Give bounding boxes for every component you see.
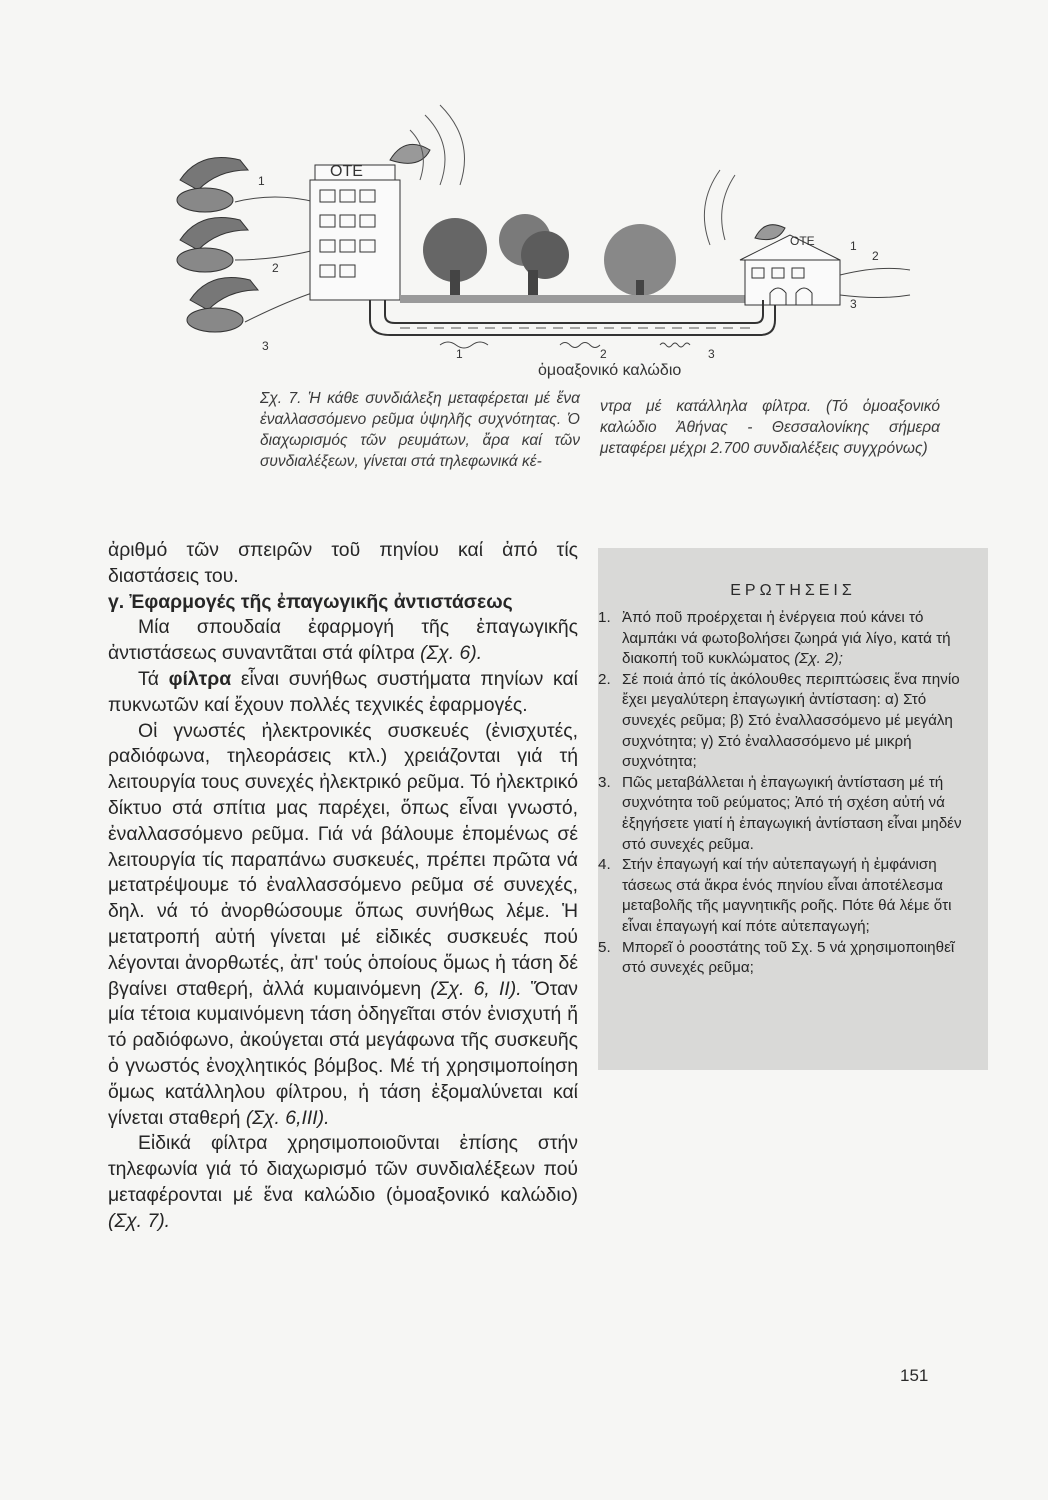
- tree-icon: [423, 218, 487, 300]
- body-text: [108, 538, 578, 1235]
- figure-caption-right: ντρα μέ κατάλληλα φίλτρα. (Τό ὁμοαξονικό καλώδιο Ἀθήνας - Θεσσαλονίκης σήμερα μεταφέρει μέχρι 2.700 συνδιαλέξεις συγχρόνως): [600, 398, 940, 457]
- paragraph: Μία σπουδαία ἐφαρμογή τῆς ἐπαγωγικῆς ἀντιστάσεως συναντᾶται στά φίλτρα (Σχ. 6).: [108, 616, 578, 665]
- building-right-label: OTE: [790, 234, 815, 248]
- cable-number-label: 2: [600, 347, 607, 361]
- paragraph: ἀριθμό τῶν σπειρῶν τοῦ πηνίου καί ἀπό τίς διαστάσεις του.: [108, 539, 578, 587]
- question-item: 5. Μπορεῖ ὁ ροοστάτης τοῦ Σχ. 5 νά χρησιμοποιηθεῖ στό συνεχές ρεῦμα;: [598, 938, 955, 977]
- right-number-label: 2: [872, 249, 879, 263]
- telephone-exchange-building: [704, 170, 840, 305]
- question-item: 4. Στήν ἐπαγωγή καί τήν αὐτεπαγωγή ἡ ἐμφάνιση τάσεως στά ἄκρα ἑνός πηνίου εἶναι ἀποτέλεσμα μεταβολῆς τῆς μαγνητικῆς ροῆς. Πότε θά λέμε ὅτι εἶναι ἐπαγωγή καί πότε αὐτεπαγωγή;: [598, 856, 952, 935]
- question-item: 1. Ἀπό ποῦ προέρχεται ἡ ἐνέργεια πού κάνει τό λαμπάκι νά φωτοβολήσει ζωηρά γιά λίγο, κατά τή διακοπή τοῦ κυκλώματος (Σχ. 2);: [598, 609, 951, 668]
- paragraph: Τά φίλτρα εἶναι συνήθως συστήματα πηνίων καί πυκνωτῶν καί ἔχουν πολλές τεχνικές ἐφαρμογές.: [108, 667, 578, 716]
- figure-caption-left: Σχ. 7. Ἡ κάθε συνδιάλεξη μεταφέρεται μέ ἕνα ἐναλλασσόμενο ρεῦμα ὑψηλῆς συχνότητας. Ὁ διαχωρισμός τῶν ρευμάτων, ἄρα καί τῶν συνδιαλέξεων, γίνεται στά τηλεφωνικά κέ-: [260, 390, 580, 470]
- telephone-coaxial-figure: [160, 90, 920, 390]
- phone-number-label: 2: [272, 261, 279, 275]
- right-number-label: 3: [850, 297, 857, 311]
- paragraph: Οἱ γνωστές ἠλεκτρονικές συσκευές (ἐνισχυτές, ραδιόφωνα, τηλεοράσεις κτλ.) χρειάζονται γιά τή λειτουργία τους συνεχές ἠλεκτρικό ρεῦμα. Τό ἠλεκτρικό δίκτυο στά σπίτια μας παρέχει, ὅπως εἶναι γνωστό, ἐναλλασσόμενο ρεῦμα. Γιά νά βάλουμε ἑπομένως σέ λειτουργία τίς παραπάνω συσκευές, πρέπει πρῶτα νά μετατρέψουμε τό ἐναλλασσόμενο ρεῦμα σέ συνεχές, δηλ. νά τό ἀνορθώσουμε ὅπως συνήθως λέμε. Ἡ μετατροπή αὐτή γίνεται μέ εἰδικές συσκευές πού λέγονται ἀνορθωτές, ἀπ' τούς ὁποίους ὅμως ἡ τάση δέ βγαίνει σταθερή, ἀλλά κυμαινόμενη (Σχ. 6, II). Ὅταν μία τέτοια κυμαινόμενη τάση ὁδηγεῖται στόν ἐνισχυτή ἤ τό ραδιόφωνο, ἀκούγεται στά μεγάφωνα τῆς συσκευῆς ὁ γνωστός ἐνοχλητικός βόμβος. Μέ τή χρησιμοποίηση ὅμως κατάλληλου φίλτρου, ἡ τάση ἐξομαλύνεται καί γίνεται σταθερή (Σχ. 6,III).: [108, 719, 579, 1129]
- coaxial-cable: [370, 300, 775, 335]
- page-number: 151: [900, 1366, 929, 1385]
- section-heading: γ. Ἐφαρμογές τῆς ἐπαγωγικῆς ἀντιστάσεως: [108, 590, 513, 613]
- phone-number-label: 1: [258, 174, 265, 188]
- cable-number-label: 1: [456, 347, 463, 361]
- cable-number-label: 3: [708, 347, 715, 361]
- cable-label: ὁμοαξονικό καλώδιο: [538, 362, 682, 379]
- question-item: 3. Πῶς μεταβάλλεται ἡ ἐπαγωγική ἀντίσταση μέ τή συχνότητα τοῦ ρεύματος; Ἀπό τή σχέση αὐτή νά ἐξηγήσετε γιατί ἡ ἐπαγωγική ἀντίσταση εἶναι μηδέν στό συνεχές ρεῦμα.: [598, 773, 962, 853]
- tree-icon: [604, 224, 676, 300]
- right-number-label: 1: [850, 239, 857, 253]
- phone-number-label: 3: [262, 339, 269, 353]
- telephone-icon: [187, 278, 258, 333]
- building-left-label: OTE: [330, 163, 363, 180]
- question-item: 2. Σέ ποιά ἀπό τίς ἀκόλουθες περιπτώσεις ἕνα πηνίο ἔχει μεγαλύτερη ἐπαγωγική ἀντίσταση: α) Στό συνεχές ρεῦμα; β) Στό ἐναλλασσόμενο μέ μεγάλη συχνότητα; γ) Στό ἐναλλασσόμενο μέ μικρή συχνότητα;: [598, 670, 960, 771]
- telephone-icon: [177, 158, 248, 213]
- questions-title: ΕΡΩΤΗΣΕΙΣ: [730, 582, 856, 599]
- telephone-icon: [177, 218, 248, 273]
- questions-box: [598, 548, 988, 1070]
- tree-icon: [499, 214, 569, 300]
- paragraph: Εἰδικά φίλτρα χρησιμοποιοῦνται ἐπίσης στήν τηλεφωνία γιά τό διαχωρισμό τῶν συνδιαλέξεων πού μεταφέρονται μέ ἕνα καλώδιο (ὁμοαξονικό καλώδιο) (Σχ. 7).: [108, 1132, 578, 1232]
